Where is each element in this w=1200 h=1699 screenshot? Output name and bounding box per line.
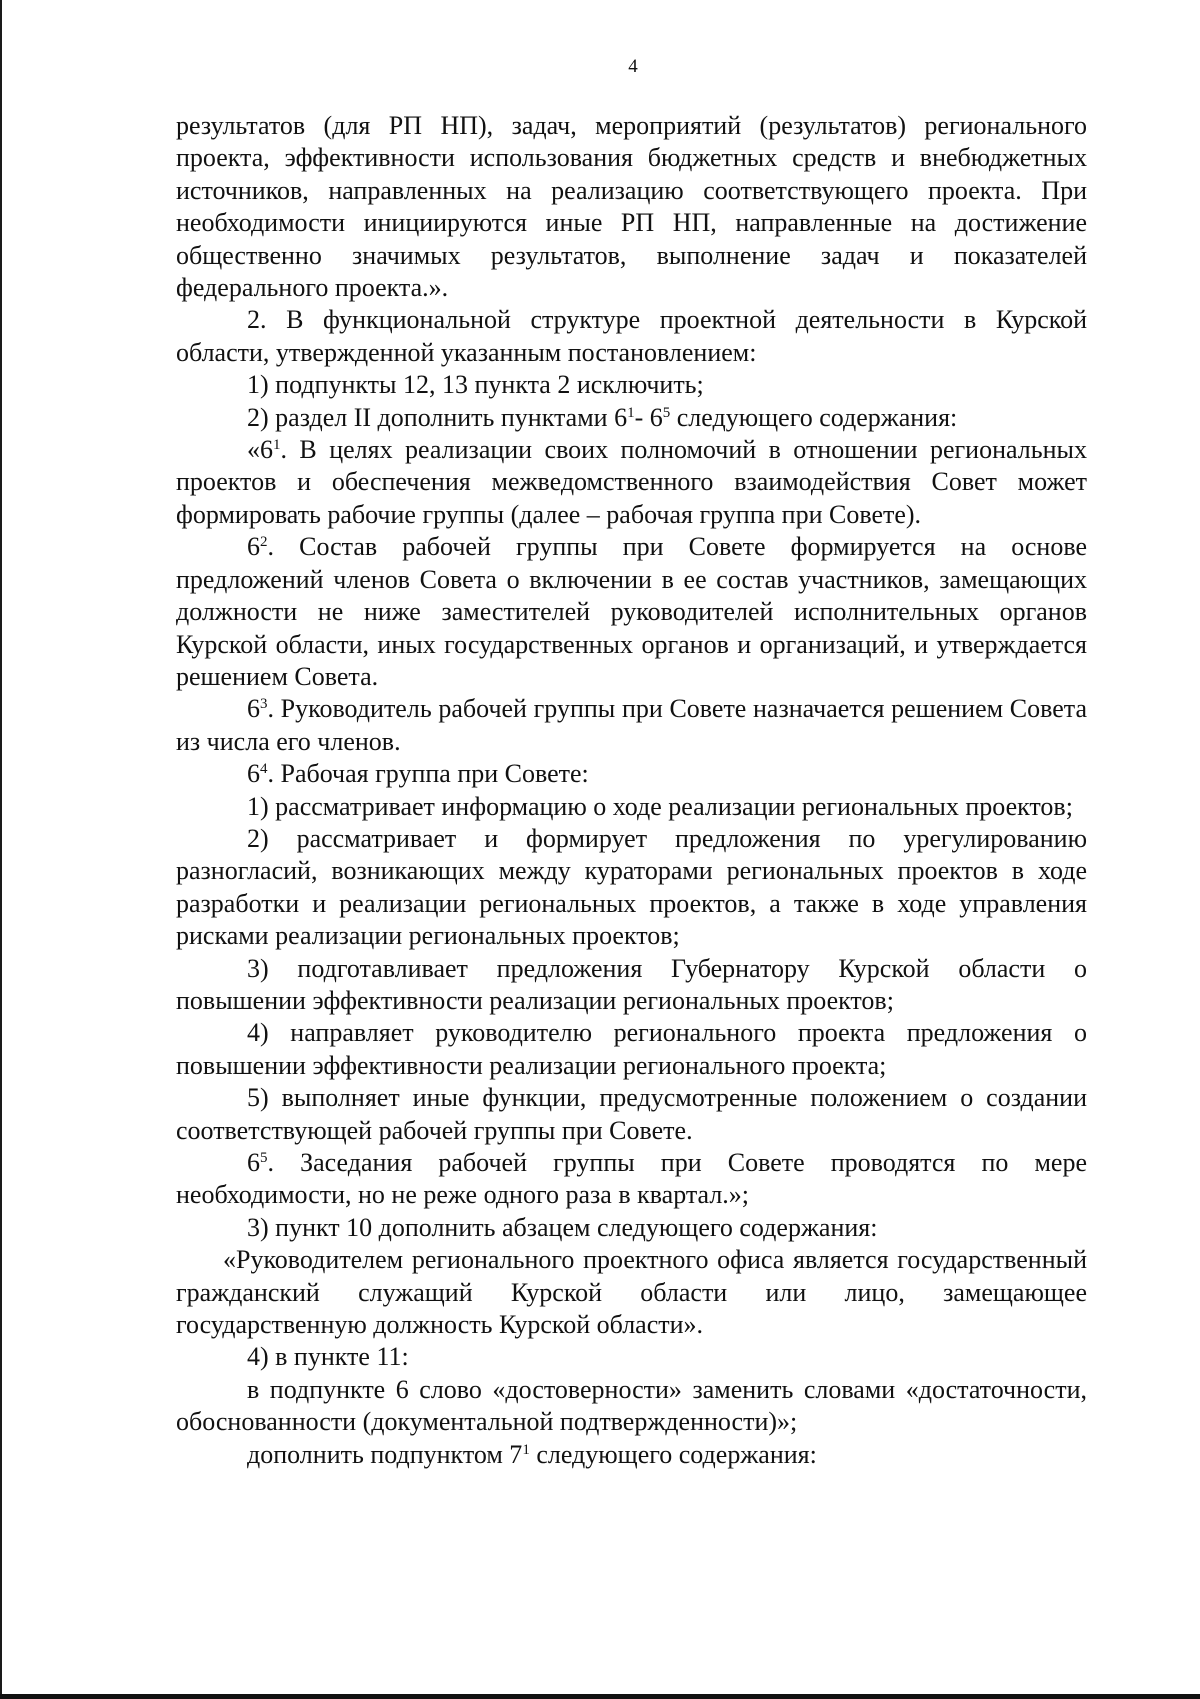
paragraph-10: 2) рассматривает и формирует предложения по урегулированию разногласий, возникающих между кураторами региональных проектов в ходе разработки и реализации региональных проектов, а также в ходе управления рисками реализации региональных проектов; <box>176 823 1087 951</box>
paragraph-11: 3) подготавливает предложения Губернатору Курской области о повышении эффективности реализации региональных проектов; <box>176 953 1087 1015</box>
paragraph-2: 2. В функциональной структуре проектной деятельности в Курской области, утвержденной указанным постановлением: <box>176 305 1087 367</box>
paragraph-15: 3) пункт 10 дополнить абзацем следующего содержания: <box>247 1212 878 1242</box>
paragraph-3: 1) подпункты 12, 13 пункта 2 исключить; <box>247 370 704 400</box>
paragraph-9: 1) рассматривает информацию о ходе реализации региональных проектов; <box>247 791 1073 821</box>
scan-left-edge <box>0 0 2 1699</box>
paragraph-4: 2) раздел II дополнить пунктами $6^1-$ $6^5$ следующего содержания: <box>247 402 958 432</box>
paragraph-5: «$6^1$. В целях реализации своих полномочий в отношении региональных проектов и обеспечения межведомственного взаимодействия Совет может формировать рабочие группы (далее – рабочая группа при Совете). <box>176 435 1087 529</box>
paragraph-16: «Руководителем регионального проектного офиса является государственный гражданский служащий Курской области или лицо, замещающее государственную должность Курской области». <box>176 1245 1087 1340</box>
paragraph-6: $6^2$. Состав рабочей группы при Совете формируется на основе предложений членов Совета о включении в ее состав участников, замещающих должности не ниже заместителей руководителей исполнительных органов Курской области, иных государственных органов и организаций, и утверждается решением Совета. <box>176 532 1087 691</box>
page-number: 4 <box>628 56 638 77</box>
document-body <box>176 110 1087 1471</box>
paragraph-18: в подпункте 6 слово «достоверности» заменить словами «достаточности, обоснованности (документальной подтвержденности)»; <box>176 1374 1087 1437</box>
scan-bottom-edge <box>0 1694 1200 1699</box>
paragraph-14: $6^5$. Заседания рабочей группы при Совете проводятся по мере необходимости, но не реже одного раза в квартал.»; <box>176 1148 1087 1210</box>
paragraph-1: результатов (для РП НП), задач, мероприятий (результатов) регионального проекта, эффективности использования бюджетных средств и внебюджетных источников, направленных на реализацию соответствующего проекта. При необходимости инициируются иные РП НП, направленные на достижение общественно значимых результатов, выполнение задач и показателей федерального проекта.». <box>176 111 1087 303</box>
paragraph-12: 4) направляет руководителю регионального проекта предложения о повышении эффективности реализации регионального проекта; <box>176 1018 1087 1080</box>
paragraph-17: 4) в пункте 11: <box>247 1342 409 1372</box>
paragraph-7: $6^3$. Руководитель рабочей группы при Совете назначается решением Совета из числа его членов. <box>176 694 1087 756</box>
paragraph-13: 5) выполняет иные функции, предусмотренные положением о создании соответствующей рабочей группы при Совете. <box>176 1083 1087 1145</box>
paragraph-19: дополнить подпунктом $7^1$ следующего содержания: <box>247 1439 817 1469</box>
paragraph-8: $6^4$. Рабочая группа при Совете: <box>247 759 589 789</box>
